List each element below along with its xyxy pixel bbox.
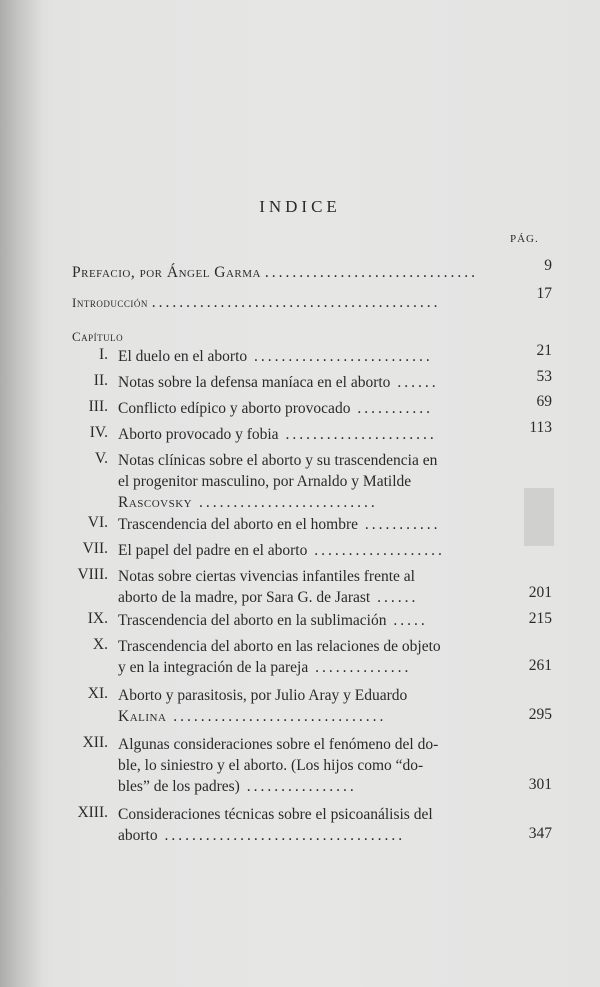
chapter-page: 301 — [528, 776, 552, 793]
chapter-title-line: aborto — [118, 827, 158, 844]
chapter-title-line: bles” de los padres) — [118, 778, 240, 795]
front-entry-introduccion — [72, 292, 440, 313]
chapter-page: 201 — [528, 584, 552, 601]
chapter-number: I. — [98, 346, 108, 363]
chapter-number: III. — [88, 398, 108, 415]
leader-dots: ...... — [390, 374, 439, 391]
chapter-page: 295 — [528, 706, 552, 723]
chapter-title-line-wrap — [118, 706, 503, 727]
front-entry-page: 9 — [544, 257, 552, 274]
chapter-title-line: y en la integración de la pareja — [118, 659, 309, 676]
front-entry-page: 17 — [536, 285, 552, 302]
leader-dots: ..... — [386, 612, 428, 629]
chapter-title-line: El papel del padre en el aborto — [118, 542, 308, 559]
chapter-entry — [118, 636, 503, 678]
front-entry-label: Prefacio, por Ángel Garma — [72, 264, 261, 281]
chapter-title-line: Notas sobre ciertas vivencias infantiles frente al — [118, 568, 415, 585]
chapter-number: VII. — [82, 540, 108, 557]
chapter-entry — [118, 450, 503, 513]
chapter-page: 69 — [536, 393, 552, 410]
page-number-blemish — [524, 520, 554, 546]
chapter-title-line: Trascendencia del aborto en el hombre — [118, 516, 359, 533]
chapter-entry — [118, 610, 503, 631]
chapter-heading: Capítulo — [72, 329, 124, 344]
chapter-title-line: El duelo en el aborto — [118, 348, 248, 365]
leader-dots: ............................... — [264, 264, 478, 281]
chapter-number: XII. — [82, 734, 108, 751]
index-title: INDICE — [259, 197, 341, 216]
leader-dots: ................................... — [157, 827, 406, 844]
chapter-number: X. — [92, 636, 108, 653]
leader-dots: ...... — [370, 589, 419, 606]
front-entry-prefacio — [72, 262, 478, 283]
chapter-entry — [118, 346, 503, 367]
chapter-number: VI. — [87, 514, 108, 531]
chapter-number: IX. — [87, 610, 108, 627]
chapter-title-line: Trascendencia del aborto en la sublimación — [118, 612, 387, 629]
chapter-title-line-wrap — [118, 825, 503, 846]
chapter-number: VIII. — [77, 566, 108, 583]
page-column-label: PÁG. — [510, 233, 539, 245]
leader-dots: .............. — [308, 659, 412, 676]
chapter-title-line: el progenitor masculino, por Arnaldo y Matilde — [118, 473, 412, 490]
chapter-number: IV. — [89, 424, 108, 441]
chapter-entry — [118, 514, 503, 535]
chapter-number: V. — [94, 450, 108, 467]
chapter-title-line: ble, lo siniestro y el aborto. (Los hijos como “do- — [118, 757, 424, 774]
chapter-entry — [118, 734, 503, 797]
chapter-title-line-wrap — [118, 657, 503, 678]
chapter-title-line-wrap — [118, 587, 503, 608]
leader-dots: ................ — [239, 778, 357, 795]
chapter-page: 261 — [528, 657, 552, 674]
leader-dots: ................... — [307, 542, 445, 559]
chapter-title-line: Kalina — [118, 708, 167, 725]
chapter-entry — [118, 372, 503, 393]
chapter-page: 53 — [536, 368, 552, 385]
chapter-title-line: Aborto provocado y fobia — [118, 426, 279, 443]
leader-dots: .......................... — [192, 494, 378, 511]
chapter-title-line-wrap — [118, 492, 503, 513]
chapter-title-line: Conflicto edípico y aborto provocado — [118, 400, 351, 417]
chapter-page: 113 — [529, 419, 552, 436]
chapter-page: 215 — [528, 610, 552, 627]
leader-dots: ........... — [358, 516, 441, 533]
chapter-title-line: Trascendencia del aborto en las relaciones de objeto — [118, 638, 441, 655]
chapter-number: II. — [93, 372, 108, 389]
chapter-entry — [118, 804, 503, 846]
chapter-title-line: Aborto y parasitosis, por Julio Aray y Eduardo — [118, 687, 408, 704]
leader-dots: ...................... — [278, 426, 437, 443]
chapter-title-line: Algunas consideraciones sobre el fenómeno del do- — [118, 736, 439, 753]
leader-dots: .......................... — [247, 348, 433, 365]
chapter-title-line: Notas clínicas sobre el aborto y su trascendencia en — [118, 452, 438, 469]
chapter-title-line: aborto de la madre, por Sara G. de Jarast — [118, 589, 371, 606]
chapter-entry — [118, 540, 503, 561]
page-number-blemish — [524, 488, 554, 524]
front-entry-label: Introducción — [72, 295, 148, 310]
leader-dots: ........... — [350, 400, 433, 417]
chapter-title-line: Notas sobre la defensa maníaca en el aborto — [118, 374, 391, 391]
chapter-page: 347 — [528, 825, 552, 842]
chapter-page: 21 — [536, 342, 552, 359]
leader-dots: .......................................... — [151, 294, 441, 311]
chapter-title-line-wrap — [118, 776, 503, 797]
chapter-number: XIII. — [77, 804, 108, 821]
chapter-number: XI. — [87, 685, 108, 702]
chapter-entry — [118, 424, 503, 445]
leader-dots: ............................... — [166, 708, 387, 725]
chapter-entry — [118, 566, 503, 608]
chapter-title-line: Consideraciones técnicas sobre el psicoanálisis del — [118, 806, 433, 823]
spine-shadow — [0, 0, 42, 987]
chapter-entry — [118, 685, 503, 727]
chapter-entry — [118, 398, 503, 419]
chapter-title-line: Rascovsky — [118, 494, 193, 511]
